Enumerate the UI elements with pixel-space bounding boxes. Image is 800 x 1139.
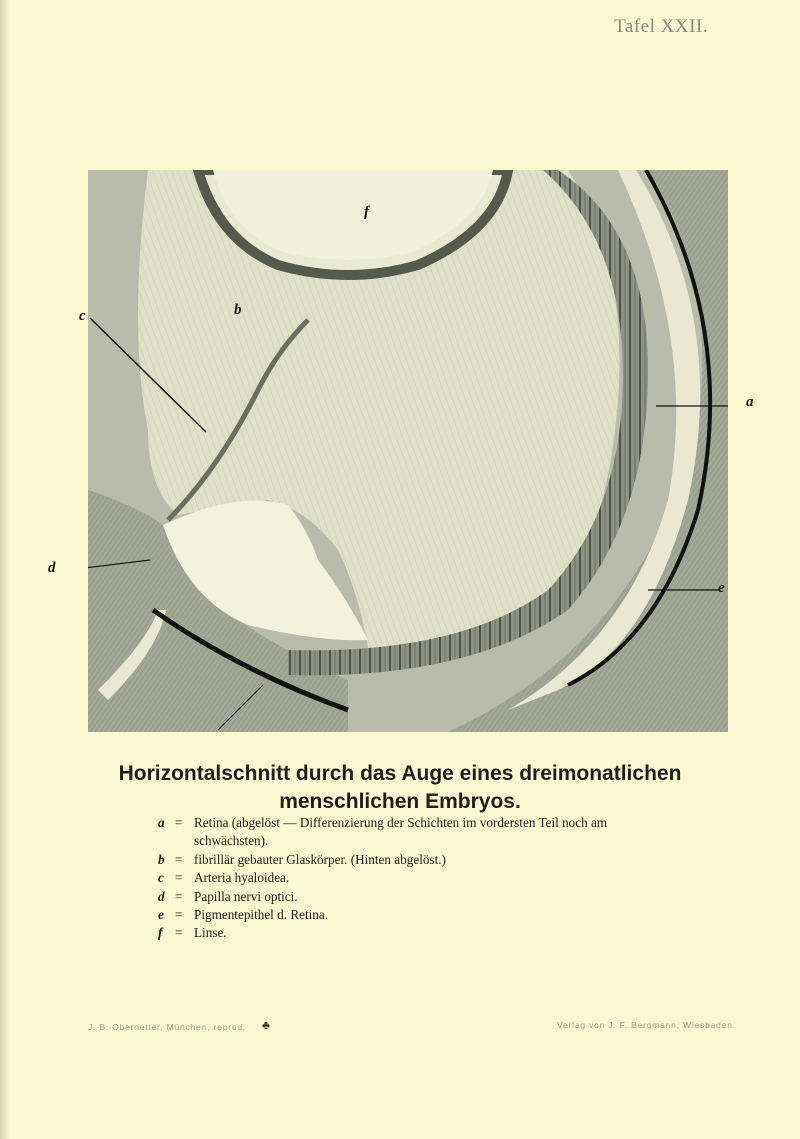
legend-equals: = [175,870,183,886]
legend-item-c [158,869,678,887]
caption-title-line1: Horizontalschnitt durch das Auge eines dreimonatlichen [118,762,682,785]
label-c: c [79,308,86,324]
legend-item-f [158,924,678,942]
legend-text: Linse. [194,925,227,941]
legend-key: f [158,925,163,941]
legend-equals: = [175,888,183,904]
printer-mark-icon: ♣ [262,1018,270,1032]
caption-title-line2: menschlichen Embryos. [279,790,521,813]
plate-number: Tafel XXII. [614,16,708,37]
plate-binding-edge [0,0,10,1139]
legend-text: Arteria hyaloidea. [194,870,290,886]
legend-key: c [158,870,164,886]
legend-text: Papilla nervi optici. [194,888,298,904]
legend-equals: = [175,815,183,830]
legend-text: fibrillär gebauter Glaskörper. (Hinten abgelöst.) [194,851,446,867]
legend-equals: = [175,851,183,867]
legend-key: a [158,815,165,830]
legend-key: d [158,888,165,904]
legend-equals: = [175,925,183,941]
footer-publisher-credit: Verlag von J. F. Bergmann, Wiesbaden. [557,1020,736,1030]
legend-item-a [158,814,678,851]
legend-key: b [158,851,165,867]
footer-reproduction-credit: J. B. Obernetter, München, reprod. [88,1022,247,1032]
caption-title [0,760,800,816]
legend-key: e [158,907,164,923]
legend-text: Retina (abgelöst — Differenzierung der Schichten im vordersten Teil noch am schwächsten). [194,815,608,849]
legend [158,814,678,943]
legend-item-d [158,888,678,906]
histology-illustration [88,170,728,732]
label-e: e [718,580,725,596]
legend-item-b [158,851,678,869]
label-a: a [746,394,754,410]
legend-item-e [158,906,678,924]
legend-text: Pigmentepithel d. Retina. [194,907,329,923]
label-f: f [364,204,369,220]
legend-equals: = [175,907,183,923]
label-b: b [234,302,242,318]
label-d: d [48,560,56,576]
eye-section-figure [48,170,754,732]
